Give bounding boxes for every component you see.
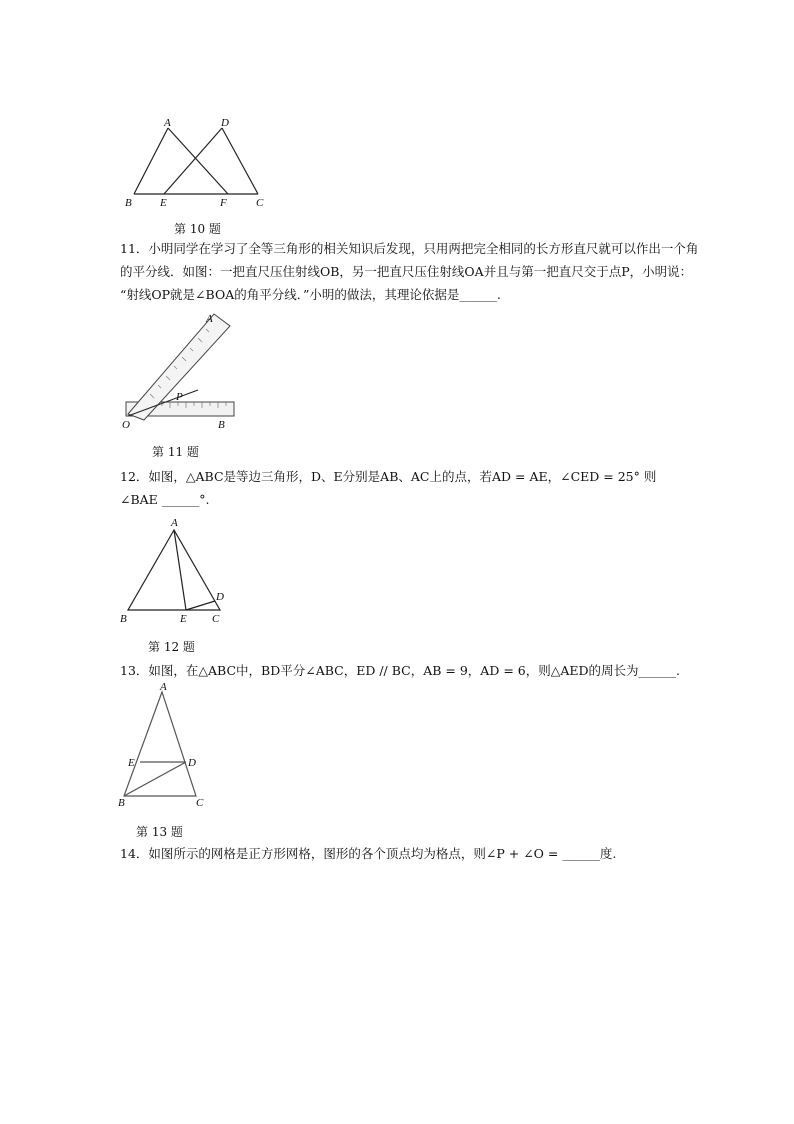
label-D: D <box>188 757 196 769</box>
label-P: P <box>176 391 183 403</box>
label-B: B <box>120 613 127 625</box>
caption-13: 第 13 题 <box>136 825 183 839</box>
label-C: C <box>212 613 220 625</box>
question-11-line-2: 的平分线．如图：一把直尺压住射线OB，另一把直尺压住射线OA并且与第一把直尺交于点P，小明说： <box>120 264 693 279</box>
label-A: A <box>206 313 213 325</box>
label-C: C <box>196 797 204 809</box>
caption-11: 第 11 题 <box>152 445 199 459</box>
label-B: B <box>218 419 225 431</box>
label-A: A <box>171 517 178 529</box>
question-14-line-1: 14．如图所示的网格是正方形网格，图形的各个顶点均为格点，则∠P + ∠O = ______度. <box>120 846 617 861</box>
question-11-line-3: “射线OP就是∠BOA的角平分线．”小明的做法，其理论依据是______. <box>120 287 501 302</box>
question-12-line-2: ∠BAE ______°. <box>120 492 210 507</box>
question-12-line-1: 12．如图，△ABC是等边三角形，D、E分别是AB、AC上的点，若AD = AE，∠CED = 25° 则 <box>120 469 657 484</box>
label-A: A <box>160 682 167 693</box>
label-F: F <box>220 197 227 209</box>
label-B: B <box>118 797 125 809</box>
label-O: O <box>122 419 130 431</box>
question-11-line-1: 11．小明同学在学习了全等三角形的相关知识后发现，只用两把完全相同的长方形直尺就可以作出一个角 <box>120 241 699 256</box>
label-D: D <box>216 591 224 603</box>
figure-12 <box>116 512 231 627</box>
caption-12: 第 12 题 <box>148 640 195 654</box>
label-A: A <box>164 117 171 129</box>
label-C: C <box>256 197 264 209</box>
figure-10 <box>120 112 280 212</box>
question-13-line-1: 13．如图，在△ABC中，BD平分∠ABC，ED // BC，AB = 9，AD = 6，则△AED的周长为______. <box>120 663 680 678</box>
figure-11 <box>118 310 248 432</box>
label-D: D <box>221 117 229 129</box>
label-E: E <box>128 757 135 769</box>
label-E: E <box>160 197 167 209</box>
label-E: E <box>180 613 187 625</box>
caption-10: 第 10 题 <box>174 222 221 236</box>
label-B: B <box>125 197 132 209</box>
figure-13 <box>116 682 216 812</box>
